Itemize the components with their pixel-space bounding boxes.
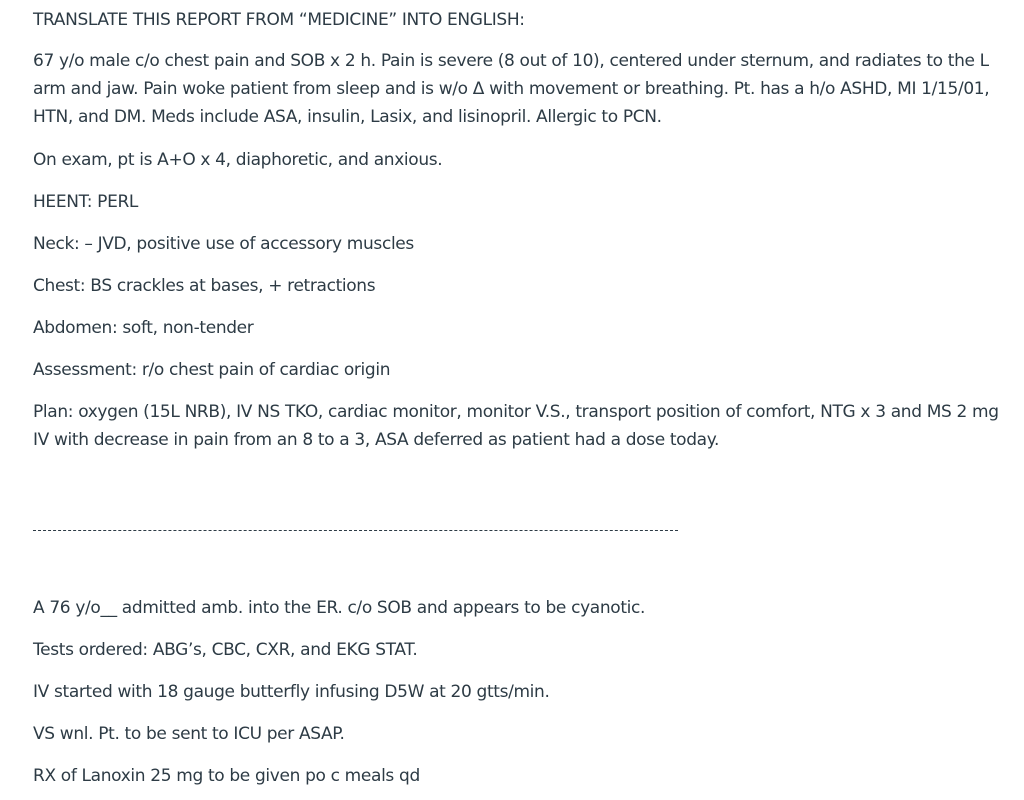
iv-note: IV started with 18 gauge butterfly infusing D5W at 20 gtts/min. xyxy=(33,682,550,702)
prescription-note: RX of Lanoxin 25 mg to be given po c meals qd xyxy=(33,766,420,786)
vital-signs-note: VS wnl. Pt. to be sent to ICU per ASAP. xyxy=(33,724,345,744)
abdomen-findings: Abdomen: soft, non-tender xyxy=(33,318,254,338)
chest-findings: Chest: BS crackles at bases, + retractions xyxy=(33,276,376,296)
plan-line-2: IV with decrease in pain from an 8 to a 3, ASA deferred as patient had a dose today. xyxy=(33,430,720,450)
tests-ordered: Tests ordered: ABG’s, CBC, CXR, and EKG STAT. xyxy=(33,640,418,660)
heent-findings: HEENT: PERL xyxy=(33,192,139,212)
assessment: Assessment: r/o chest pain of cardiac origin xyxy=(33,360,391,380)
history-line-2: arm and jaw. Pain woke patient from sleep and is w/o Δ with movement or breathing. Pt. has a h/o ASHD, MI 1/15/01, xyxy=(33,79,990,99)
exam-findings: On exam, pt is A+O x 4, diaphoretic, and anxious. xyxy=(33,150,443,170)
plan-line-1: Plan: oxygen (15L NRB), IV NS TKO, cardiac monitor, monitor V.S., transport position of comfort, NTG x 3 and MS 2 mg xyxy=(33,402,999,422)
page-heading: TRANSLATE THIS REPORT FROM “MEDICINE” INTO ENGLISH: xyxy=(33,10,525,30)
admission-note: A 76 y/o__ admitted amb. into the ER. c/o SOB and appears to be cyanotic. xyxy=(33,598,646,618)
history-line-1: 67 y/o male c/o chest pain and SOB x 2 h. Pain is severe (8 out of 10), centered under sternum, and radiates to the L xyxy=(33,51,989,71)
section-divider xyxy=(33,530,678,531)
neck-findings: Neck: – JVD, positive use of accessory muscles xyxy=(33,234,414,254)
history-line-3: HTN, and DM. Meds include ASA, insulin, Lasix, and lisinopril. Allergic to PCN. xyxy=(33,107,662,127)
